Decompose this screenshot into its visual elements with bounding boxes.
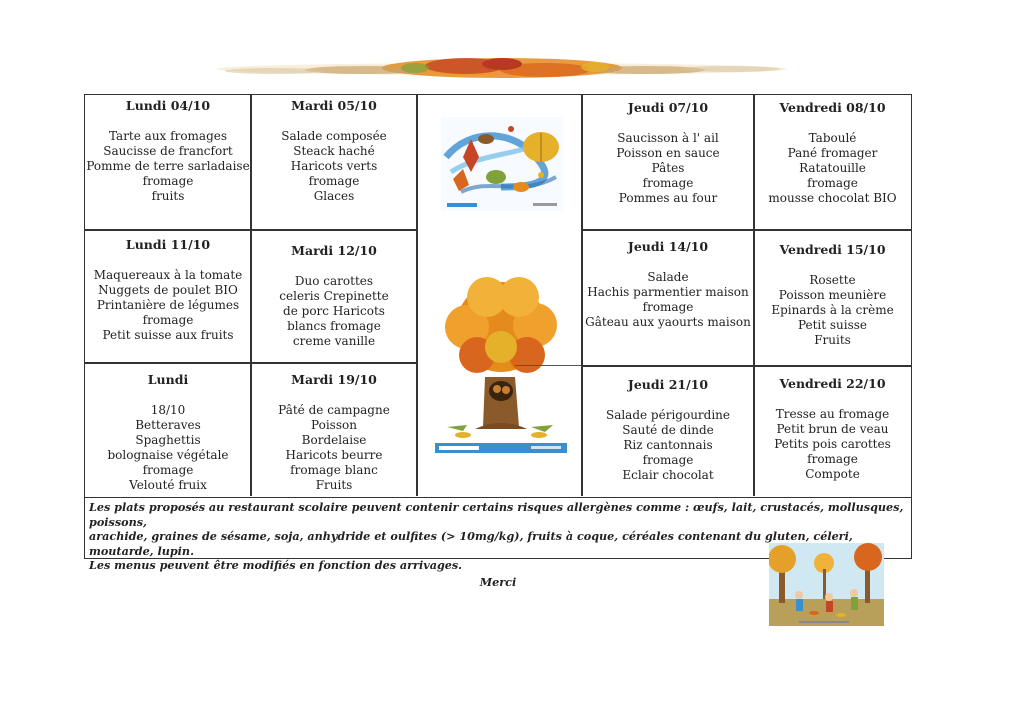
menu-dish: Petit suisse bbox=[797, 318, 868, 332]
menu-dish: Glaces bbox=[313, 189, 355, 203]
menu-cell-vendredi-15 bbox=[754, 242, 911, 348]
menu-day-label: Mardi 19/10 bbox=[291, 372, 377, 387]
menu-day-label: Jeudi 07/10 bbox=[627, 100, 709, 115]
menu-dish: Nuggets de poulet BIO bbox=[98, 283, 238, 297]
menu-dish: Tresse au fromage bbox=[775, 407, 890, 421]
menu-dish: Petit suisse aux fruits bbox=[102, 328, 234, 342]
menu-dish: Tarte aux fromages bbox=[108, 129, 228, 143]
weekly-menu-table bbox=[84, 94, 912, 498]
menu-day-label: Jeudi 14/10 bbox=[627, 239, 709, 254]
menu-dish: de porc Haricots bbox=[283, 304, 385, 318]
menu-dish: Salade composée bbox=[281, 129, 387, 143]
menu-dish: Fruits bbox=[814, 333, 851, 347]
menu-dish: fruits bbox=[151, 189, 185, 203]
menu-dish: Petit brun de veau bbox=[776, 422, 889, 436]
menu-dish: Sauté de dinde bbox=[622, 423, 714, 437]
menu-dish: Pomme de terre sarladaise bbox=[86, 159, 250, 173]
menu-dish: Maquereaux à la tomate bbox=[93, 268, 243, 282]
menu-cell-lundi-11 bbox=[85, 237, 251, 343]
menu-cell-vendredi-22 bbox=[754, 376, 911, 482]
menu-dish: fromage bbox=[142, 174, 194, 188]
menu-dish: Petits pois carottes bbox=[774, 437, 891, 451]
menu-dish: fromage bbox=[807, 452, 858, 466]
autumn-leaves-swirl-image bbox=[441, 117, 563, 211]
menu-dish: mousse chocolat BIO bbox=[768, 191, 897, 205]
menu-day-label: Jeudi 21/10 bbox=[627, 377, 709, 392]
menu-dish: Printanière de légumes bbox=[96, 298, 240, 312]
menu-dish: Haricots verts bbox=[290, 159, 378, 173]
menu-dish: Rosette bbox=[809, 273, 856, 287]
merci-text: Merci bbox=[479, 574, 517, 589]
menu-cell-mardi-05 bbox=[251, 98, 417, 204]
menu-dish: Hachis parmentier maison bbox=[587, 285, 749, 299]
menu-cell-lundi-04 bbox=[85, 98, 251, 204]
menu-dish: fromage bbox=[642, 176, 694, 190]
menu-cell-jeudi-07 bbox=[582, 100, 754, 206]
menu-dish: Epinards à la crème bbox=[771, 303, 894, 317]
menu-dish: creme vanille bbox=[292, 334, 376, 348]
menu-dish: Velouté fruix bbox=[129, 478, 207, 492]
menu-dish: Poisson en sauce bbox=[616, 146, 720, 160]
menu-dish: blancs fromage bbox=[287, 319, 381, 333]
menu-dish: Poisson meunière bbox=[778, 288, 887, 302]
menu-dish: fromage bbox=[142, 313, 194, 327]
menu-dish: fromage bbox=[642, 453, 694, 467]
menu-day-label: Lundi bbox=[147, 372, 189, 387]
menu-dish: Pâtes bbox=[651, 161, 685, 175]
menu-day-label: Vendredi 08/10 bbox=[779, 100, 886, 115]
menu-dish: Taboulé bbox=[808, 131, 857, 145]
menu-dish: Compote bbox=[805, 467, 860, 481]
menu-dish: Pané fromager bbox=[787, 146, 878, 160]
menu-dish: Bordelaise bbox=[301, 433, 367, 447]
menu-dish: fromage bbox=[807, 176, 858, 190]
menu-dish: fromage bbox=[142, 463, 194, 477]
menu-dish: Betteraves bbox=[135, 418, 201, 432]
menu-day-label: Mardi 05/10 bbox=[291, 98, 377, 113]
menu-dish: fromage bbox=[308, 174, 360, 188]
menu-day-label: Mardi 12/10 bbox=[291, 243, 377, 258]
menu-day-label: Vendredi 15/10 bbox=[779, 242, 886, 257]
menu-dish: Eclair chocolat bbox=[622, 468, 714, 482]
menu-dish: Pommes au four bbox=[618, 191, 718, 205]
menu-cell-jeudi-14 bbox=[582, 239, 754, 330]
menu-dish: fromage blanc bbox=[290, 463, 378, 477]
menu-dish: fromage bbox=[642, 300, 694, 314]
menu-cell-mardi-12 bbox=[251, 243, 417, 349]
menu-dish: celeris Crepinette bbox=[279, 289, 389, 303]
menu-dish: Salade bbox=[647, 270, 689, 284]
menu-dish: bolognaise végétale bbox=[107, 448, 229, 462]
menu-cell-mardi-19 bbox=[251, 372, 417, 493]
menu-dish: Riz cantonnais bbox=[623, 438, 713, 452]
menu-dish: Pâté de campagne bbox=[278, 403, 390, 417]
menu-cell-jeudi-21 bbox=[582, 377, 754, 483]
menu-change-notice: Les menus peuvent être modifiés en fonction des arrivages. bbox=[89, 558, 463, 572]
allergen-notice-line: Les plats proposés au restaurant scolaire peuvent contenir certains risques allergènes comme : œufs, lait, crustacés, mollusques, poissons, bbox=[89, 500, 904, 529]
menu-dish: Fruits bbox=[315, 478, 353, 492]
menu-dish: Spaghettis bbox=[135, 433, 201, 447]
allergen-notice-line: arachide, graines de sésame, soja, anhydride et oulfites (> 10mg/kg), fruits à coque, céréales contenant du gluten, céleri, moutarde, lupin. bbox=[89, 529, 853, 558]
menu-dish: Haricots beurre bbox=[285, 448, 383, 462]
menu-dish: 18/10 bbox=[150, 403, 186, 417]
autumn-tree-image bbox=[427, 267, 575, 457]
menu-dish: Saucisse de francfort bbox=[103, 144, 233, 158]
autumn-leaves-banner-image bbox=[215, 54, 790, 84]
menu-day-label: Lundi 11/10 bbox=[125, 237, 211, 252]
menu-dish: Salade périgourdine bbox=[605, 408, 731, 422]
menu-day-label: Lundi 04/10 bbox=[125, 98, 211, 113]
menu-dish: Ratatouille bbox=[799, 161, 866, 175]
menu-cell-lundi-18 bbox=[85, 372, 251, 493]
children-autumn-park-image bbox=[769, 543, 884, 626]
menu-dish: Poisson bbox=[311, 418, 357, 432]
menu-dish: Saucisson à l' ail bbox=[617, 131, 719, 145]
menu-dish: Gâteau aux yaourts maison bbox=[585, 315, 751, 329]
menu-dish: Steack haché bbox=[293, 144, 375, 158]
menu-dish: Duo carottes bbox=[294, 274, 374, 288]
menu-day-label: Vendredi 22/10 bbox=[779, 376, 886, 391]
menu-cell-vendredi-08 bbox=[754, 100, 911, 206]
